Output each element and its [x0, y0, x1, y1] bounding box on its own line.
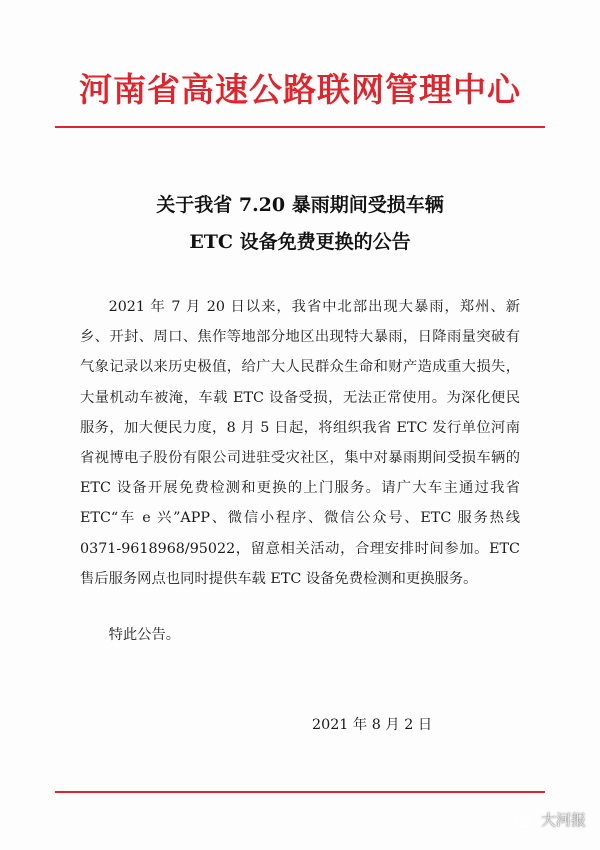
notice-title-line-2: ETC 设备免费更换的公告: [189, 231, 411, 253]
organization-header: 河南省高速公路联网管理中心: [79, 70, 521, 109]
source-watermark: [515, 809, 586, 830]
watermark-text: 大河报: [540, 811, 586, 829]
notice-body: 2021 年 7 月 20 日以来，我省中北部出现大暴雨，郑州、新乡、开封、周口、焦作等地部分地区出现特大暴雨，日降雨量突破有气象记录以来历史极值，给广大人民群众生命和财产造成重大损失，大量机动车被淹，车载 ETC 设备受损，无法正常使用。为深化便民服务，加大便民力度，8 月 5 日起，将组织我省 ETC 发行单位河南省视博电子股份有限公司进驻受灾社区，集中对暴雨期间受损车辆的 ETC 设备开展免费检测和更换的上门服务。请广大车主通过我省 ETC“车 e 兴”APP、微信小程序、微信公众号、ETC 服务热线 0371-9618968/95022，留意相关活动，合理安排时间参加。ETC 售后服务网点也同时提供车载 ETC 设备免费检测和更换服务。: [80, 299, 520, 587]
notice-closing: 特此公告。: [108, 627, 181, 643]
weibo-icon: [515, 812, 535, 828]
header-red-rule: [55, 126, 545, 128]
footer-red-rule: [55, 791, 545, 793]
notice-title-line-1: 关于我省 7.20 暴雨期间受损车辆: [156, 194, 444, 216]
notice-date: 2021 年 8 月 2 日: [312, 717, 433, 733]
